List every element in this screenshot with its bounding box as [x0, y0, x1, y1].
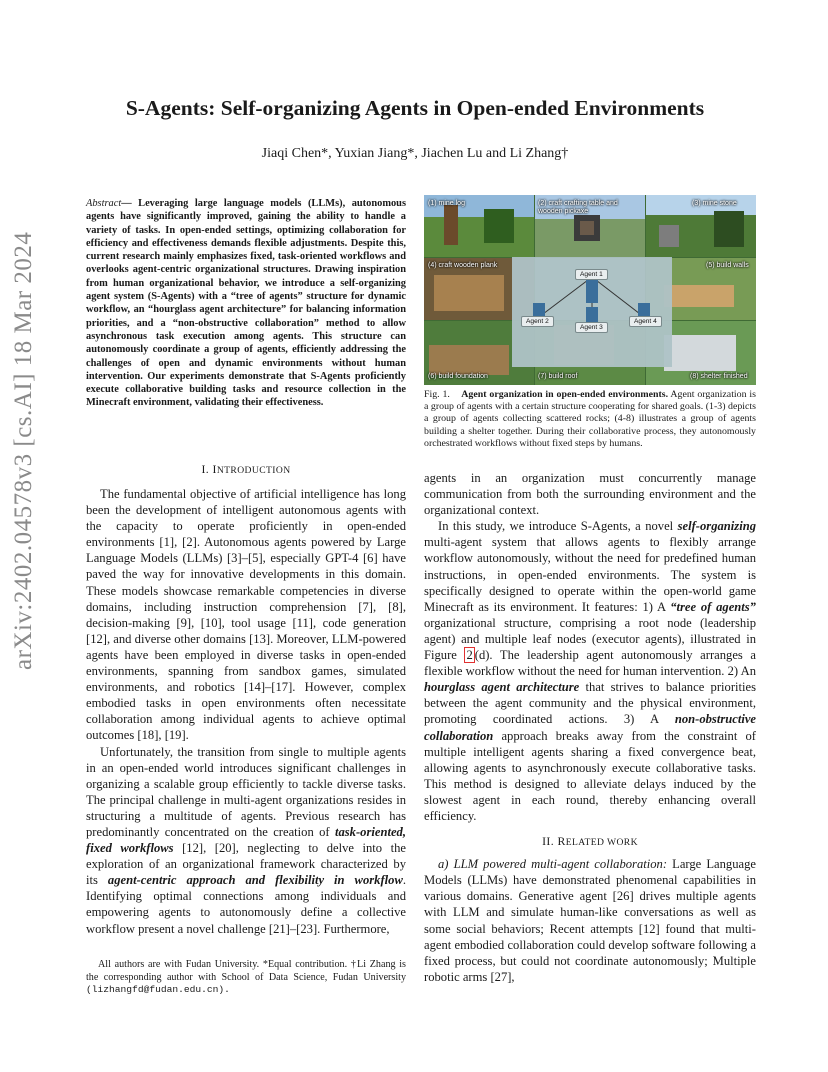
- introduction-body: [86, 486, 406, 937]
- figure-label-3: (3) mine stone: [692, 200, 737, 207]
- intro-paragraph-2: Unfortunately, the transition from single to multiple agents in an open-ended world introduces significant challenges in organizing a scalable group efficiently to tackle diverse tasks. The principal challenge in multi-agent organizations resides in structuring a multitude of agents. Previous research has predominantly concentrated on the creation of task-oriented, fixed workflows [12], [20], neglecting to delve into the exploration of an organizational framework characterized by its agent-centric approach and flexibility in workflow. Identifying optimal connections among individuals and empowering agents to autonomously define a collective workflow present a novel challenge [21]–[23]. Furthermore,: [86, 744, 406, 936]
- figure-label-8: (8) shelter finished: [690, 373, 748, 380]
- figure-label-4: (4) craft wooden plank: [428, 262, 498, 269]
- section-heading-related-work: II. RELATED WORK: [542, 834, 638, 849]
- right-paragraph-1: In this study, we introduce S-Agents, a novel self-organizing multi-agent system that allows agents to flexibly arrange workflow autonomously, without the need for predefined human instructions, in open-ended environments. The system is specifically designed to operate within the open-world game Minecraft as its environment. It features: 1) A “tree of agents” organizational structure, comprising a root node (leadership agent) and multiple leaf nodes (executor agents), illustrated in Figure 2 (d). The leadership agent autonomously arranges a flexible workflow without the need for human intervention. 2) An hourglass agent architecture that strives to balance priorities between the agent community and the physical environment, promoting coordinated actions. 3) A non-obstructive collaboration approach breaks away from the constraint of multiple intelligent agents sharing a fixed convergence beat, allowing agents to asynchronously execute collaborative tasks. This method is designed to alleviate delays induced by the slowest agent in each round, thereby enhancing overall efficiency.: [424, 519, 757, 823]
- corresponding-email: (lizhangfd@fudan.edu.cn).: [86, 984, 230, 996]
- figure-label-2: (2) craft crafting table and wooden pickaxe: [538, 200, 618, 215]
- figure-2-link[interactable]: 2: [466, 648, 473, 663]
- abstract-text: — Leveraging large language models (LLMs), autonomous agents have significantly improved, gaining the ability to handle a variety of tasks. In open-ended settings, optimizing collaboration for efficiency and effectiveness demands flexible adjustments. Despite this, current research mainly emphasizes fixed, task-oriented workflows and overlooks agent-centric organizational structures. Drawing inspiration from human organizational behavior, we introduce a self-organizing agent system (S-Agents) with a “tree of agents” structure for dynamic workflow, an “hourglass agent architecture” for balancing information priorities, and a “non-obstructive collaboration” method to allow asynchronous task execution among agents. This structure can autonomously coordinate a group of agents, efficiently addressing the challenges of open and dynamic environments without human intervention. Our experiments demonstrate that S-Agents proficiently execute collaborative building tasks and resource collection in the Minecraft environment, validating their effectiveness.: [86, 198, 406, 409]
- agent-1-box: Agent 1: [575, 269, 608, 280]
- figure-1-image: [424, 195, 756, 385]
- author-list: Jiaqi Chen*, Yuxian Jiang*, Jiachen Lu and Li Zhang†: [261, 146, 569, 161]
- caption-title: Agent organization in open-ended environments.: [461, 389, 669, 400]
- abstract: [86, 197, 406, 410]
- related-subsection-label: a) LLM powered multi-agent collaboration:: [438, 857, 668, 872]
- right-column-body: [424, 470, 756, 985]
- intro-paragraph-1: The fundamental objective of artificial intelligence has long been the development of intelligent autonomous agents with the capacity to operate proficiently in open-ended environments [1], [2]. Autonomous agents powered by Large Language Models (LLMs) [3]–[5], especially GPT-4 [6] have paved the way for innovative developments in this domain. These models showcase remarkable competencies in diverse domains, including instruction comprehension [7], [8], decision-making [9], [10], tool usage [11], code generation [12], and diverse other domains [13]. Moreover, LLM-powered agents have been employed in diverse tasks in open-ended environments, spanning from sandbox games, simulated environments, and robotics [14]–[17]. However, complex embodied tasks in open environments often necessitate collaboration among individual agents to achieve optimal outcomes [18], [19].: [86, 487, 406, 743]
- caption-fig-number: Fig. 1.: [424, 389, 450, 400]
- section-heading-introduction: I. INTRODUCTION: [201, 462, 291, 476]
- arxiv-identifier: arXiv:2402.04578v3 [cs.AI] 18 Mar 2024: [10, 231, 37, 670]
- figure-label-7: (7) build roof: [538, 373, 578, 380]
- right-paragraph-0: agents in an organization must concurrently manage communication from both the surrounding environment and the organizational context.: [424, 471, 756, 518]
- figure-label-5: (5) build walls: [706, 262, 749, 269]
- agent-3-box: Agent 3: [575, 322, 608, 333]
- minecraft-collage: [424, 195, 756, 385]
- figure-label-6: (6) build foundation: [428, 373, 488, 380]
- abstract-label: Abstract: [86, 198, 122, 209]
- figure-1-caption: [424, 389, 756, 450]
- agent-4-box: Agent 4: [629, 316, 662, 327]
- paper-title: S-Agents: Self-organizing Agents in Open-ended Environments: [125, 96, 705, 120]
- agent-2-box: Agent 2: [521, 316, 554, 327]
- figure-label-1: (1) mine log: [428, 200, 465, 207]
- related-paragraph-1: a) LLM powered multi-agent collaboration: Large Language Models (LLMs) have demonstrated phenomenal capabilities in various domains. Generative agent [26] drives multiple agents with LLM and simulate human-like conversations as well as some social behaviors; Recent attempts [12] found that multi-agent embodied collaboration could develop software following a fixed process, but could not coordinate autonomously; Multiple robotic arms [27],: [424, 857, 756, 984]
- author-footnote: All authors are with Fudan University. *Equal contribution. †Li Zhang is the corresponding author with School of Data Science, Fudan University (lizhangfd@fudan.edu.cn).: [86, 959, 406, 996]
- caption-text: Agent organization is a group of agents with a certain structure cooperating for shared goals. (1-3) depicts a group of agents collecting scattered rocks; (4-8) illustrates a group of agents building a shelter together. During their collaborative process, they autonomously orchestrated workflows without fixed steps by humans.: [424, 389, 756, 449]
